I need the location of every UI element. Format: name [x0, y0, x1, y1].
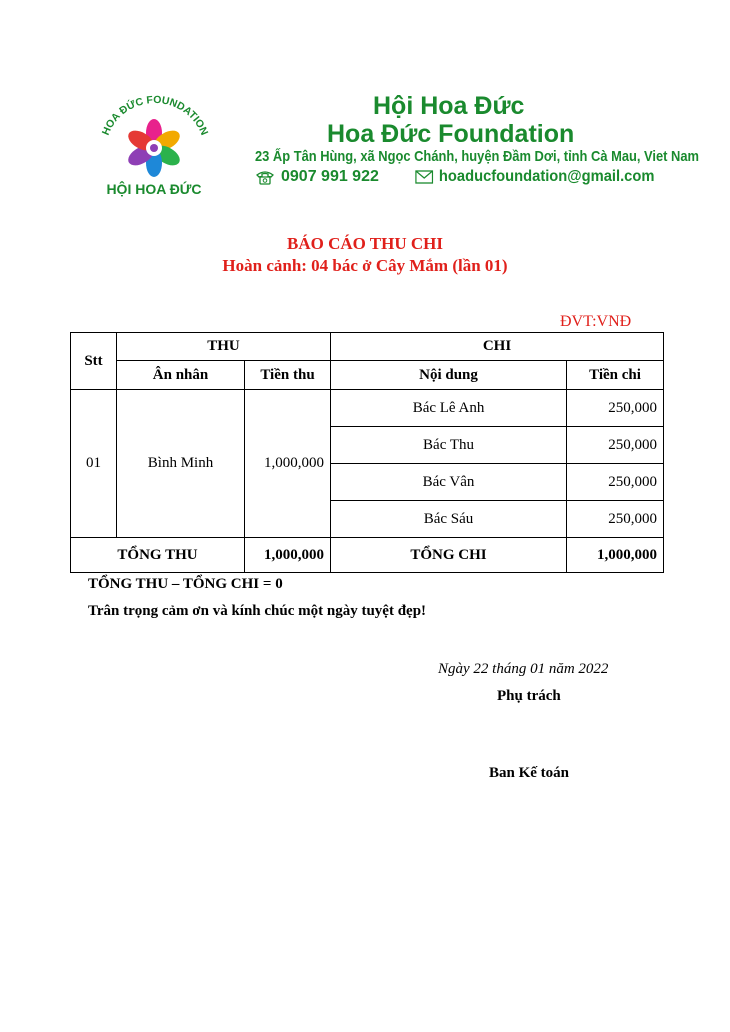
table-row: [71, 390, 664, 427]
expense-content-cell: Bác Lê Anh: [331, 390, 567, 427]
envelope-icon: [415, 170, 433, 184]
logo-arc-text: HOA ĐỨC FOUNDATION: [99, 93, 211, 138]
currency-unit: ĐVT:VNĐ: [560, 313, 632, 330]
total-income-value: 1,000,000: [245, 538, 331, 573]
report-date: Ngày 22 tháng 01 năm 2022: [438, 661, 609, 677]
col-stt-header: Stt: [71, 333, 117, 390]
phone-number: 0907 991 922: [281, 168, 379, 185]
col-income-header: Tiền thu: [245, 361, 331, 390]
org-name-en: Hoa Đức Foundation: [327, 120, 575, 148]
balance-line: TỔNG THU – TỔNG CHI = 0: [88, 576, 283, 592]
table-subheader-row: [71, 361, 664, 390]
foundation-logo: [92, 92, 216, 202]
total-income-label: TỔNG THU: [71, 538, 245, 573]
total-expense-value: 1,000,000: [567, 538, 664, 573]
flower-logo-icon: [92, 92, 216, 202]
col-expense-header: Tiền chi: [567, 361, 664, 390]
contact-line: [255, 168, 675, 190]
income-cell: 1,000,000: [245, 390, 331, 538]
stt-cell: 01: [71, 390, 117, 538]
thanks-line: Trân trọng cảm ơn và kính chúc một ngày tuyệt đẹp!: [88, 603, 427, 619]
total-expense-label: TỔNG CHI: [331, 538, 567, 573]
expense-content-cell: Bác Vân: [331, 464, 567, 501]
org-name-vn: Hội Hoa Đức: [373, 92, 525, 120]
col-donor-header: Ân nhân: [117, 361, 245, 390]
logo-bottom-text: HỘI HOA ĐỨC: [106, 181, 202, 197]
phone-contact: [255, 168, 379, 186]
signer-name: Ban Kế toán: [489, 765, 570, 781]
expense-group-header: CHI: [331, 333, 664, 361]
report-subtitle: Hoàn cảnh: 04 bác ở Cây Mắm (lần 01): [222, 256, 508, 275]
expense-content-cell: Bác Sáu: [331, 501, 567, 538]
expense-amount-cell: 250,000: [567, 501, 664, 538]
donor-cell: Bình Minh: [117, 390, 245, 538]
signer-role: Phụ trách: [497, 688, 561, 704]
email-contact: [415, 168, 654, 186]
col-content-header: Nội dung: [331, 361, 567, 390]
table-header-row: [71, 333, 664, 361]
address: 23 Ấp Tân Hùng, xã Ngọc Chánh, huyện Đầm Dơi, tỉnh Cà Mau, Viet Nam: [255, 148, 700, 165]
totals-row: [71, 538, 664, 573]
income-group-header: THU: [117, 333, 331, 361]
report-title: BÁO CÁO THU CHI: [286, 234, 443, 253]
email-address: hoaducfoundation@gmail.com: [438, 168, 655, 185]
expense-amount-cell: 250,000: [567, 464, 664, 501]
income-expense-table: [70, 332, 664, 573]
expense-content-cell: Bác Thu: [331, 427, 567, 464]
expense-amount-cell: 250,000: [567, 390, 664, 427]
phone-icon: [255, 169, 275, 185]
expense-amount-cell: 250,000: [567, 427, 664, 464]
